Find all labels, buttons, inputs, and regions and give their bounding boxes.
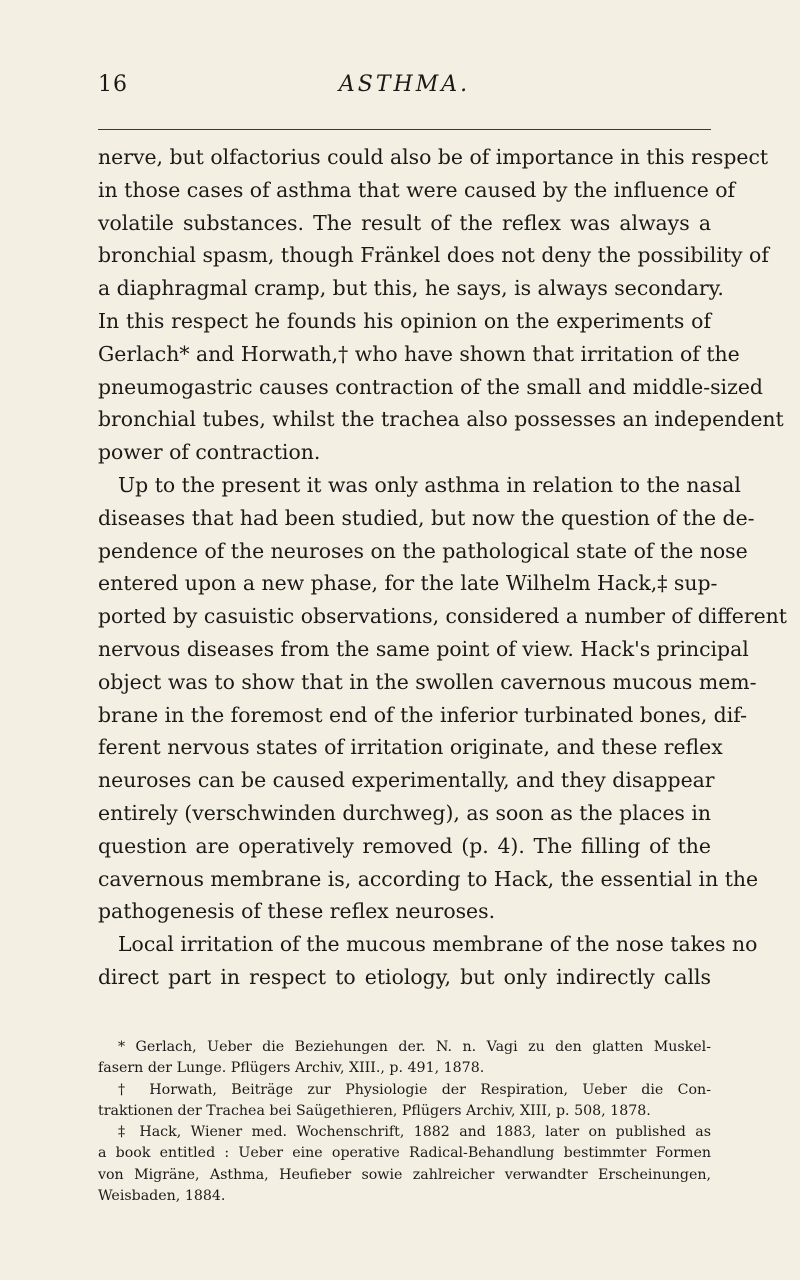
body-line: nervous diseases from the same point of view. Hack's principal — [98, 636, 749, 661]
running-title: ASTHMA. — [338, 72, 471, 97]
body-line: bronchial spasm, though Fränkel does not deny the possibility of — [98, 243, 769, 268]
body-line: power of contraction. — [98, 440, 321, 465]
body-line: object was to show that in the swollen cavernous mucous mem- — [98, 669, 757, 694]
footnote-line: a book entitled : Ueber eine operative Radical-Behandlung bestimmter Formen — [98, 1145, 711, 1162]
body-line: Local irritation of the mucous membrane of the nose takes no — [118, 932, 758, 957]
body-line: pathogenesis of these reflex neuroses. — [98, 899, 496, 924]
body-line: diseases that had been studied, but now the question of the de- — [98, 505, 755, 530]
footnote-line: traktionen der Trachea bei Saügethieren, Pflügers Archiv, XIII, p. 508, 1878. — [98, 1102, 651, 1119]
body-line: brane in the foremost end of the inferior turbinated bones, dif- — [98, 702, 747, 727]
footnote-line: * Gerlach, Ueber die Beziehungen der. N. n. Vagi zu den glatten Muskel- — [118, 1039, 711, 1055]
footnote-line: † Horwath, Beiträge zur Physiologie der Respiration, Ueber die Con- — [118, 1081, 711, 1098]
body-line: in those cases of asthma that were caused by the influence of — [98, 177, 736, 202]
body-line: bronchial tubes, whilst the trachea also possesses an independent — [98, 407, 784, 432]
footnotes — [98, 1037, 711, 1207]
body-line: nerve, but olfactorius could also be of importance in this respect — [98, 145, 769, 169]
body-line: direct part in respect to etiology, but only indirectly calls — [98, 964, 711, 989]
header-rule — [98, 129, 711, 130]
page-number: 16 — [98, 72, 128, 97]
body-line: Gerlach* and Horwath,† who have shown that irritation of the — [98, 341, 740, 366]
footnote-line: ‡ Hack, Wiener med. Wochenschrift, 1882 and 1883, later on published as — [118, 1124, 711, 1141]
body-line: In this respect he founds his opinion on the experiments of — [98, 308, 711, 333]
body-line: entered upon a new phase, for the late Wilhelm Hack,‡ sup- — [98, 571, 718, 596]
body-line: ported by casuistic observations, considered a number of different — [98, 604, 787, 629]
body-line: entirely (verschwinden durchweg), as soon as the places in — [98, 800, 711, 825]
body-line: Up to the present it was only asthma in relation to the nasal — [118, 472, 741, 497]
body-line: ferent nervous states of irritation originate, and these reflex — [98, 735, 723, 760]
body-line: neuroses can be caused experimentally, and they disappear — [98, 768, 715, 793]
body-line: pneumogastric causes contraction of the small and middle-sized — [98, 374, 763, 399]
body-text — [98, 141, 787, 994]
body-line: cavernous membrane is, according to Hack, the essential in the — [98, 866, 759, 891]
body-line: pendence of the neuroses on the pathological state of the nose — [98, 538, 748, 563]
body-line: a diaphragmal cramp, but this, he says, is always secondary. — [98, 276, 724, 301]
footnote-line: von Migräne, Asthma, Heufieber sowie zahlreicher verwandter Erscheinungen, — [98, 1166, 711, 1183]
body-line: question are operatively removed (p. 4). The filling of the — [98, 833, 711, 858]
page-header — [98, 72, 711, 112]
footnote-line: fasern der Lunge. Pflügers Archiv, XIII., p. 491, 1878. — [98, 1060, 485, 1077]
body-line: volatile substances. The result of the reflex was always a — [98, 210, 711, 235]
footnote-line: Weisbaden, 1884. — [98, 1188, 226, 1205]
